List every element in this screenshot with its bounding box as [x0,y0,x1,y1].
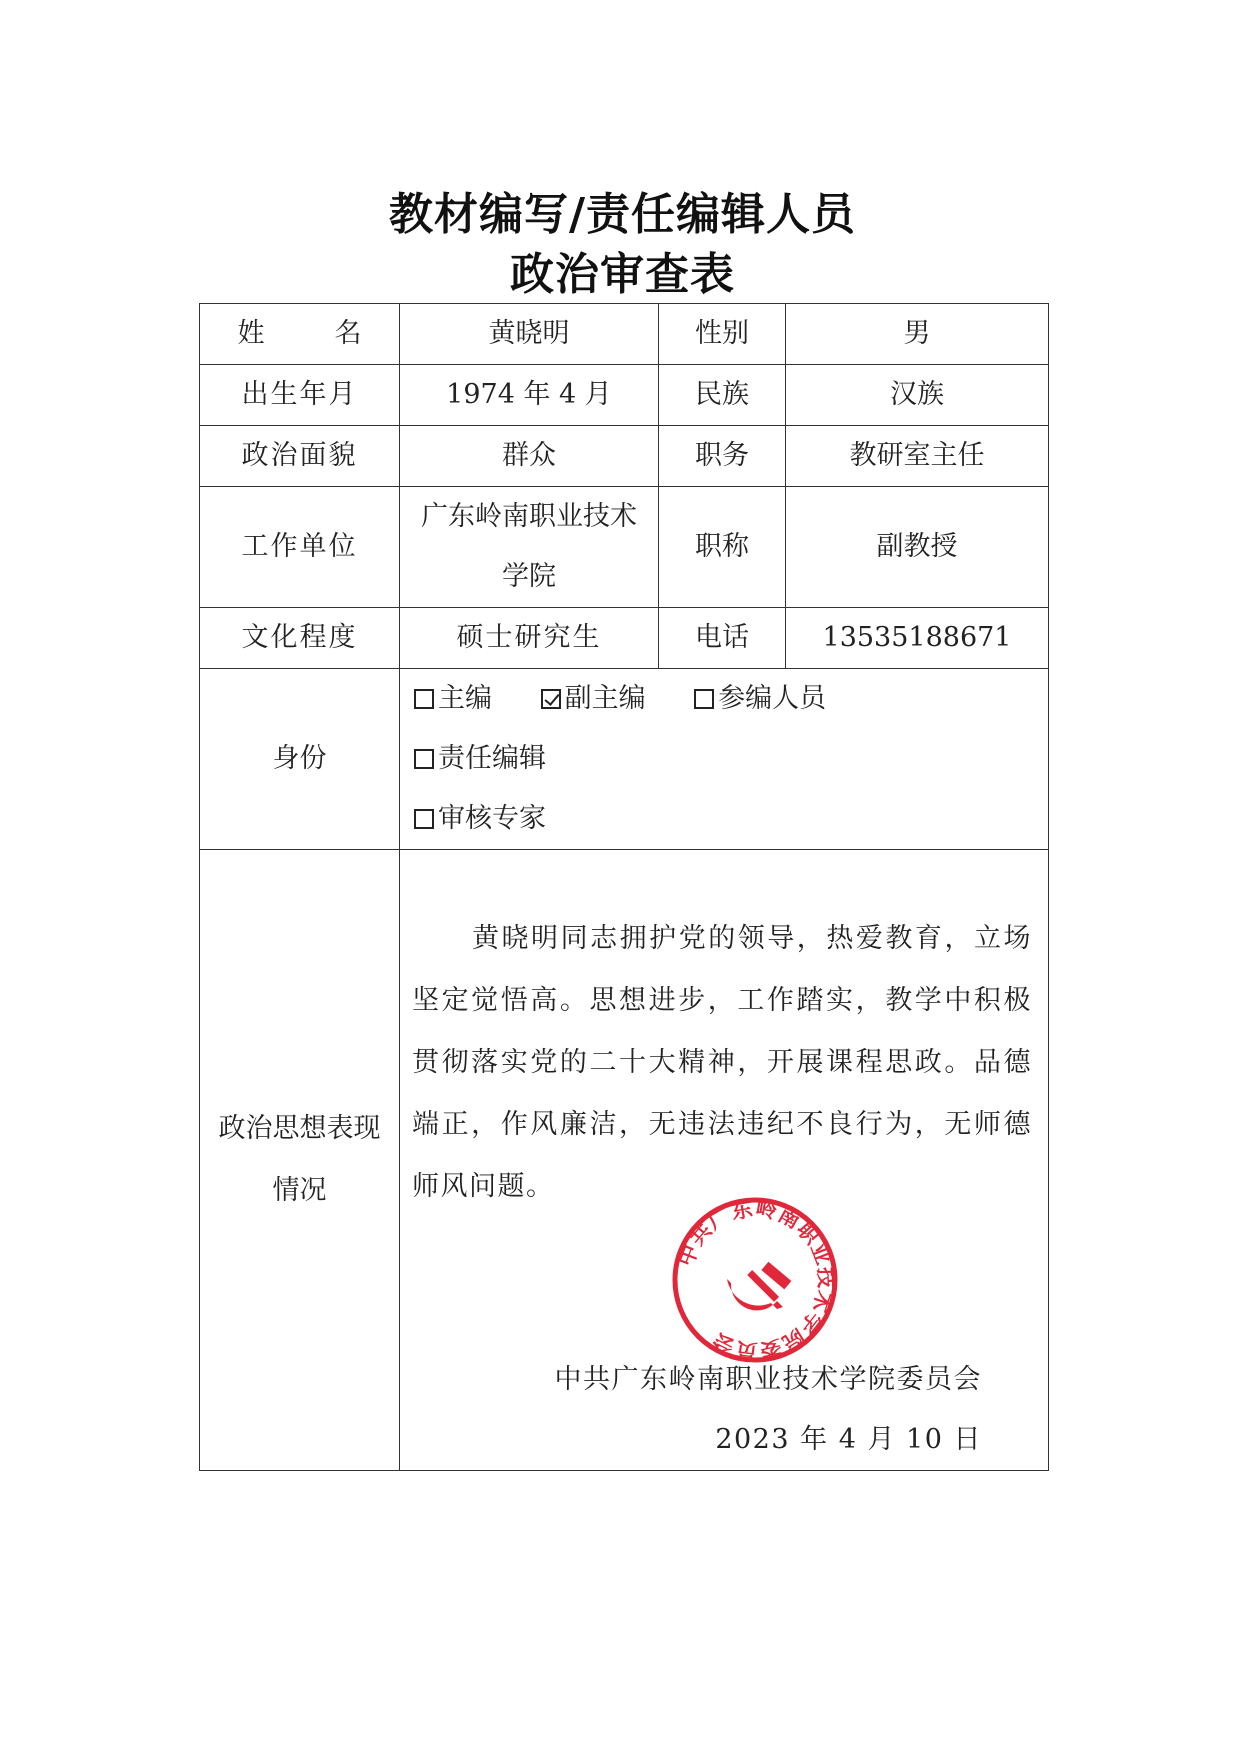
checkbox-unchecked-icon[interactable] [414,809,434,829]
political-label-line1: 政治思想表现 [218,1113,381,1144]
name-label-char-2: 名 [334,318,362,349]
identity-option-label: 副主编 [564,683,646,714]
name-value: 黄晓明 [400,304,659,365]
seal-text-path: 中共广东岭南职业技术学院委员会 [673,1196,839,1364]
checkbox-checked-icon[interactable] [541,689,561,709]
checkbox-unchecked-icon[interactable] [414,689,434,709]
row-political-performance [200,850,1049,1471]
identity-option-deputy-editor[interactable] [541,669,646,729]
row-political-status [200,426,1049,487]
identity-option-label: 审核专家 [438,803,546,834]
political-label-line2: 情况 [272,1175,327,1206]
checkbox-unchecked-icon[interactable] [414,749,434,769]
row-education [200,608,1049,669]
gender-label: 性别 [659,304,786,365]
position-label: 职务 [659,426,786,487]
document-title: 教材编写/责任编辑人员 [388,189,857,240]
title-value: 副教授 [786,487,1049,608]
birth-label: 出生年月 [200,365,400,426]
ethnicity-label: 民族 [659,365,786,426]
identity-option-label: 参编人员 [718,683,827,714]
row-employer [200,487,1049,608]
hammer-sickle-icon [727,1262,791,1311]
education-label: 文化程度 [200,608,400,669]
checkbox-unchecked-icon[interactable] [694,689,714,709]
phone-value: 13535188671 [786,608,1049,669]
party-seal-stamp [670,1195,840,1365]
identity-options [400,669,1049,850]
name-label [200,304,400,365]
political-statement: 黄晓明同志拥护党的领导，热爱教育，立场坚定觉悟高。思想进步，工作踏实，教学中积极贯彻落实党的二十大精神，开展课程思政。品德端正，作风廉洁，无违法违纪不良行为，无师德师风问题。 [412,923,1032,1202]
identity-option-responsible-editor[interactable] [414,729,546,789]
employer-value [400,487,659,608]
identity-option-contributor[interactable] [694,669,826,729]
birth-value: 1974 年 4 月 [400,365,659,426]
identity-option-label: 主编 [438,683,492,714]
name-label-char-1: 姓 [237,318,265,349]
employer-value-line2: 学院 [502,561,556,592]
political-status-label: 政治面貌 [200,426,400,487]
political-label [200,850,400,1471]
ethnicity-value: 汉族 [786,365,1049,426]
identity-line-2 [414,729,1048,789]
signature-date: 2023 年 4 月 10 日 [715,1424,982,1455]
political-content [400,850,1049,1471]
education-value: 硕士研究生 [400,608,659,669]
row-name [200,304,1049,365]
political-status-value: 群众 [400,426,659,487]
position-value: 教研室主任 [786,426,1049,487]
phone-label: 电话 [659,608,786,669]
identity-label: 身份 [200,669,400,850]
signature-org: 中共广东岭南职业技术学院委员会 [554,1364,982,1395]
identity-option-label: 责任编辑 [438,743,546,774]
identity-line-3 [414,789,1048,849]
identity-line-1 [414,669,1048,729]
employer-value-line1: 广东岭南职业技术 [421,501,637,532]
title-label: 职称 [659,487,786,608]
review-form-table [199,303,1049,1471]
document-subtitle: 政治审查表 [510,249,735,300]
employer-label: 工作单位 [200,487,400,608]
identity-option-chief-editor[interactable] [414,669,492,729]
row-birth [200,365,1049,426]
row-identity [200,669,1049,850]
gender-value: 男 [786,304,1049,365]
identity-option-review-expert[interactable] [414,789,546,849]
